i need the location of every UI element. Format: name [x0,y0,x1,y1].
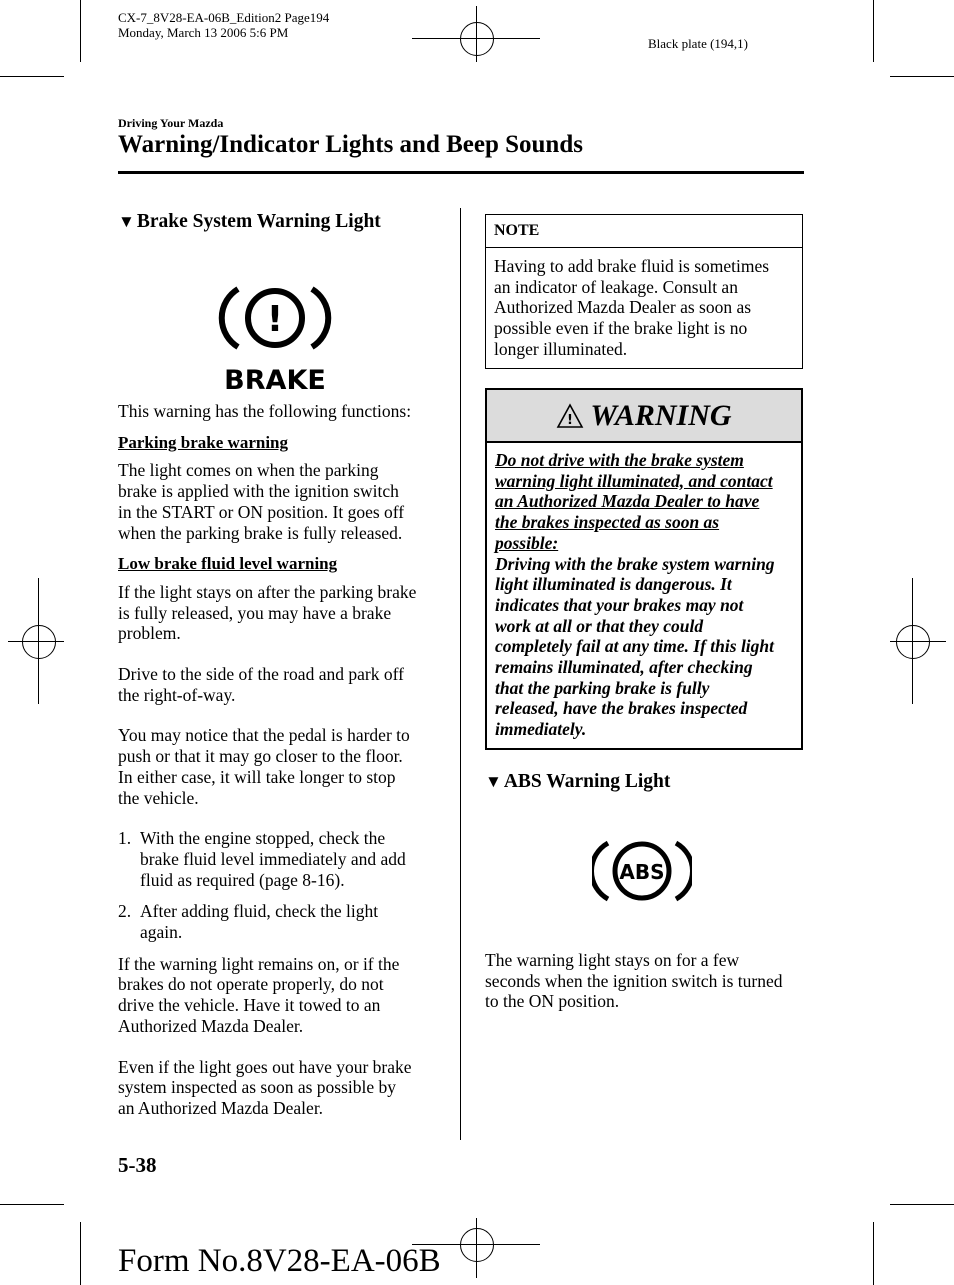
plate-info: Black plate (194,1) [648,36,748,51]
subheading-parking: Parking brake warning [118,432,289,452]
brake-icon-label: BRAKE [224,365,326,393]
page-title: Warning/Indicator Lights and Beep Sounds [118,131,583,158]
warning-text: Do not drive with the brake system warning light illuminated, and contact an Authorized Mazda Dealer to have the brakes inspected as soon as possible: Driving with the brake system warning light illuminated is dangerous. It indicates that your brakes may not work at all or that they could completely fail at any time. If this light remains illuminated, after checking that the parking brake is fully released, have the brakes inspected immediately. [495,450,775,740]
subheading-fluid: Low brake fluid level warning [118,554,338,574]
triangle-icon: ▼ [118,212,135,231]
crop-mark [890,1204,954,1205]
file-info [118,10,329,40]
abs-warning-icon [592,835,692,907]
abs-icon-label: ABS [619,860,665,884]
page-number: 5-38 [118,1153,157,1177]
warning-header [487,390,801,443]
svg-text:!: ! [567,412,574,428]
brake-icon-mark: ! [266,299,284,340]
crop-mark [0,1204,64,1205]
parking-text: The light comes on when the parking brake is applied with the ignition switch in the START or ON position. It goes off when the parking brake is fully released. [118,460,405,543]
note-text: Having to add brake fluid is sometimes an indicator of leakage. Consult an Authorized Mazda Dealer as soon as possible even if the brake light is no longer illuminated. [494,256,770,359]
fluid-text-5: Even if the light goes out have your brake system inspected as soon as possible by an Authorized Mazda Dealer. [118,1056,412,1118]
form-number: Form No.8V28-EA-06B [118,1243,441,1279]
abs-heading: ▼ ABS Warning Light [485,771,671,792]
fluid-text-1: If the light stays on after the parking brake is fully released, you may have a brake problem. [118,581,417,644]
note-title: NOTE [486,215,802,248]
warning-box [485,388,803,750]
section-label: Driving Your Mazda [118,116,224,130]
title-rule [118,171,804,174]
left-column [118,211,443,1119]
fluid-text-2: Drive to the side of the road and park off the right-of-way. [118,664,404,705]
fluid-text-4: If the warning light remains on, or if the brakes do not operate properly, do not drive the vehicle. Have it towed to an Authorized Mazda Dealer. [118,953,400,1036]
abs-text: The warning light stays on for a few seconds when the ignition switch is turned to the ON position. [485,950,783,1012]
crop-mark [0,76,64,77]
crop-mark [873,1222,874,1285]
list-item: 2. After adding fluid, check the light again. [118,901,379,943]
note-box [485,214,803,369]
column-divider [460,208,461,1140]
crop-mark [890,76,954,77]
brake-heading: ▼ Brake System Warning Light [118,211,381,232]
triangle-icon: ▼ [485,772,502,791]
brake-warning-icon [118,233,443,393]
list-item: 1. With the engine stopped, check the brake fluid level immediately and add fluid as required (page 8-16). [118,828,406,890]
crop-mark [873,0,874,62]
crop-mark [80,1222,81,1285]
date-line: Monday, March 13 2006 5:6 PM [118,25,289,40]
warning-triangle-icon [556,403,584,429]
warning-title: WARNING [590,398,732,432]
crop-mark [80,0,81,62]
file-line: CX-7_8V28-EA-06B_Edition2 Page194 [118,10,330,25]
fluid-text-3: You may notice that the pedal is harder to push or that it may go closer to the floor. In either case, it will take longer to stop the vehicle. [118,725,410,808]
intro-text: This warning has the following functions: [118,401,412,421]
